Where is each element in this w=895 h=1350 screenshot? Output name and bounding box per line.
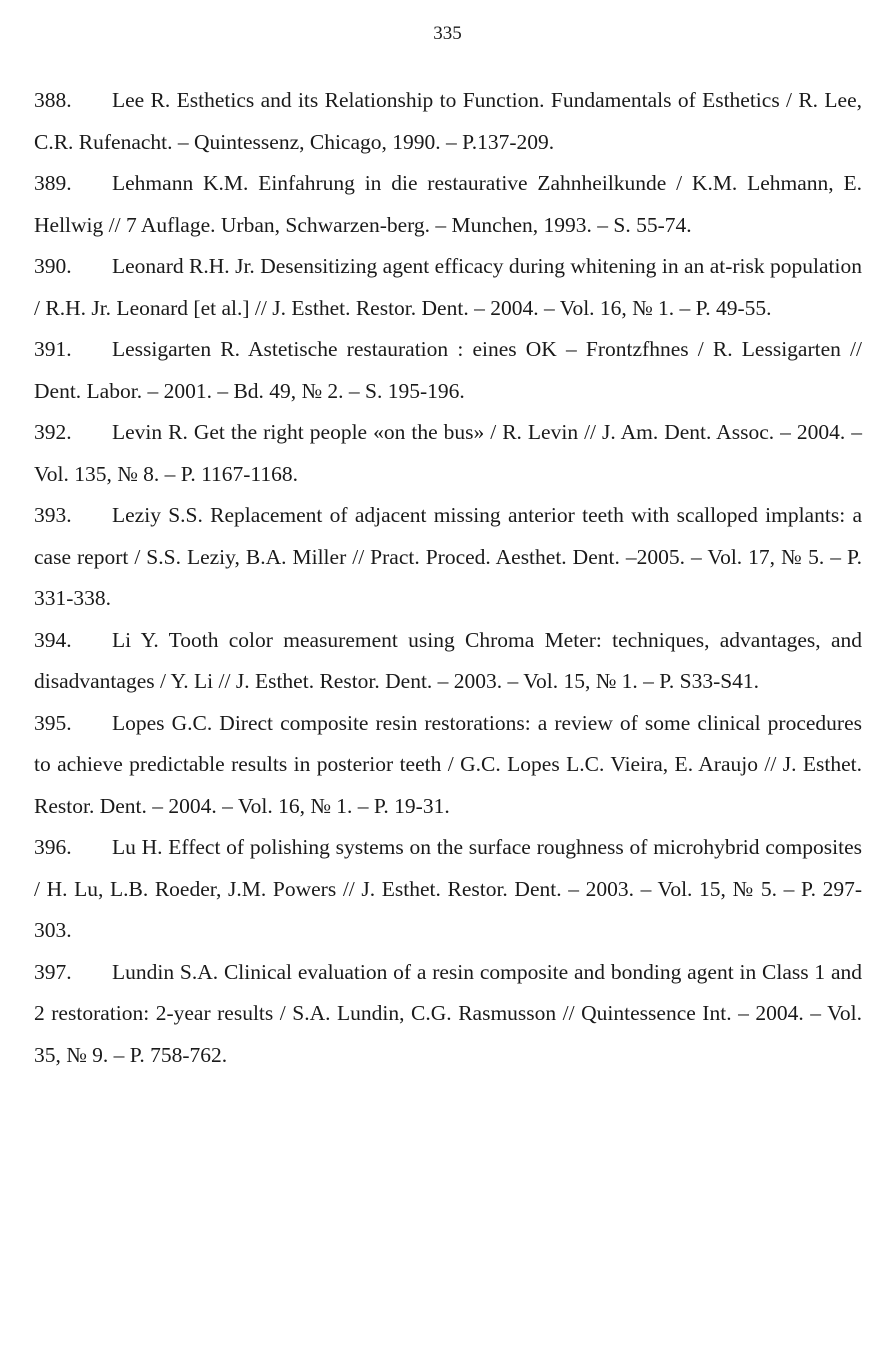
reference-text: Lopes G.C. Direct composite resin restorations: a review of some clinical procedures to achieve predictable results in posterior teeth / G.C. Lopes L.C. Vieira, E. Araujo // J. Esthet. Restor. Dent. – 2004. – Vol. 16, № 1. – P. 19-31.: [34, 710, 862, 818]
reference-number: 395.: [34, 710, 72, 735]
reference-item: [34, 412, 862, 495]
reference-text: Lehmann K.M. Einfahrung in die restaurative Zahnheilkunde / K.M. Lehmann, E. Hellwig // 7 Auflage. Urban, Schwarzen-berg. – Munchen, 1993. – S. 55-74.: [34, 171, 862, 237]
reference-text: Lundin S.A. Clinical evaluation of a resin composite and bonding agent in Class 1 and 2 restoration: 2-year results / S.A. Lundin, C.G. Rasmusson // Quintessence Int. – 2004. – Vol. 35, № 9. – P. 758-762.: [34, 959, 862, 1067]
reference-number: 396.: [34, 835, 72, 859]
reference-item: [34, 952, 862, 1077]
page-number: 335: [433, 23, 462, 44]
reference-item: [34, 495, 862, 620]
reference-text: Lu H. Effect of polishing systems on the surface roughness of microhybrid composites / H. Lu, L.B. Roeder, J.M. Powers // J. Esthet. Restor. Dent. – 2003. – Vol. 15, № 5. – P. 297-303.: [34, 835, 862, 942]
reference-text: Lee R. Esthetics and its Relationship to Function. Fundamentals of Esthetics / R. Lee, C.R. Rufenacht. – Quintessenz, Chicago, 1990. – P.137-209.: [34, 88, 862, 154]
reference-number: 390.: [34, 254, 72, 278]
reference-number: 393.: [34, 503, 72, 527]
reference-text: Leonard R.H. Jr. Desensitizing agent efficacy during whitening in an at-risk population / R.H. Jr. Leonard [et al.] // J. Esthet. Restor. Dent. – 2004. – Vol. 16, № 1. – P. 49-55.: [34, 254, 862, 320]
reference-text: Li Y. Tooth color measurement using Chroma Meter: techniques, advantages, and disadvantages / Y. Li // J. Esthet. Restor. Dent. – 2003. – Vol. 15, № 1. – P. S33-S41.: [34, 627, 862, 693]
reference-item: [34, 163, 862, 246]
reference-number: 394.: [34, 627, 72, 652]
reference-text: Levin R. Get the right people «on the bus» / R. Levin // J. Am. Dent. Assoc. – 2004. – Vol. 135, № 8. – P. 1167-1168.: [34, 420, 862, 486]
reference-number: 389.: [34, 171, 72, 195]
reference-item: [34, 827, 862, 952]
reference-item: [34, 80, 862, 163]
reference-list: [34, 80, 862, 1076]
reference-number: 392.: [34, 420, 72, 444]
reference-text: Lessigarten R. Astetische restauration : eines OK – Frontzfhnes / R. Lessigarten // Dent. Labor. – 2001. – Bd. 49, № 2. – S. 195-196.: [34, 337, 862, 403]
reference-item: [34, 329, 862, 412]
reference-item: [34, 703, 862, 828]
reference-number: 397.: [34, 959, 72, 984]
reference-text: Leziy S.S. Replacement of adjacent missing anterior teeth with scalloped implants: a case report / S.S. Leziy, B.A. Miller // Pract. Proced. Aesthet. Dent. –2005. – Vol. 17, № 5. – P. 331-338.: [34, 503, 862, 610]
reference-item: [34, 246, 862, 329]
reference-number: 388.: [34, 88, 72, 112]
reference-item: [34, 620, 862, 703]
reference-number: 391.: [34, 337, 72, 361]
